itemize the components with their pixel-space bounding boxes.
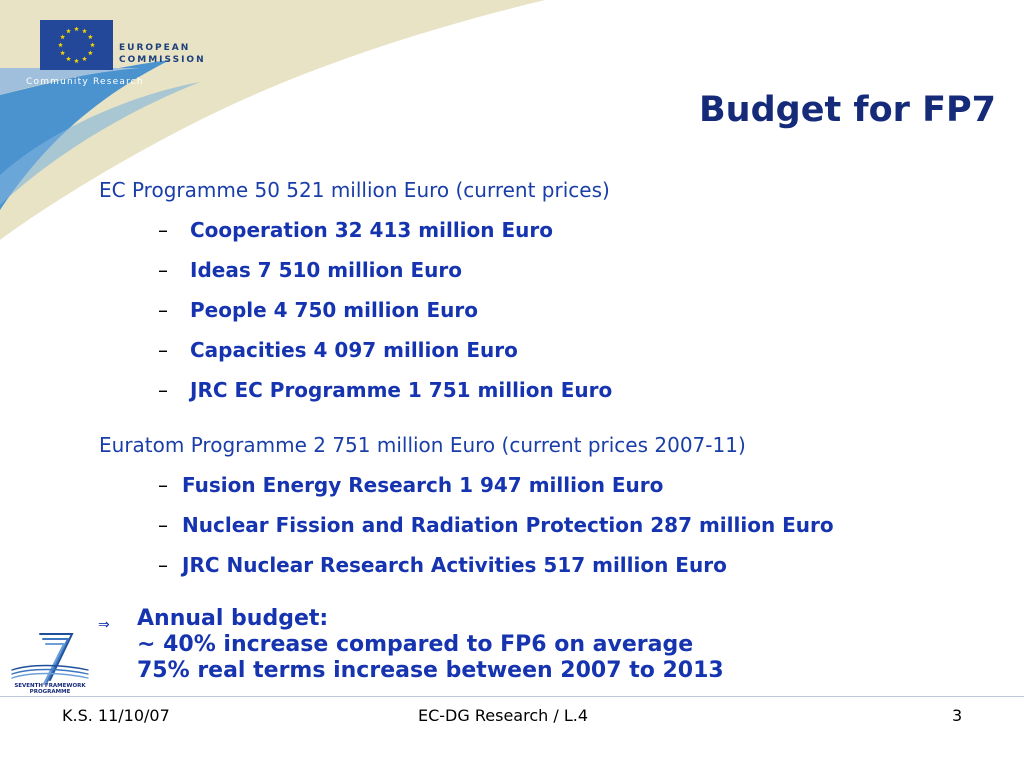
org-name-line2: COMMISSION <box>119 55 206 65</box>
org-name <box>119 42 239 66</box>
annual-budget-heading: Annual budget: <box>137 606 329 631</box>
list-item <box>158 553 727 577</box>
dash-bullet: – <box>158 378 168 402</box>
footer-author-date: K.S. 11/10/07 <box>62 706 170 725</box>
dash-bullet: – <box>158 258 168 282</box>
annual-budget-real-terms: 75% real terms increase between 2007 to 2013 <box>137 658 724 683</box>
euratom-programme-heading: Euratom Programme 2 751 million Euro (current prices 2007-11) <box>99 433 746 457</box>
dash-bullet: – <box>158 218 168 242</box>
implies-arrow-icon: ⇒ <box>98 617 110 633</box>
annual-budget-increase: ~ 40% increase compared to FP6 on average <box>137 632 694 657</box>
list-item <box>158 298 478 322</box>
ec-item-ideas: Ideas 7 510 million Euro <box>190 258 462 282</box>
fp7-caption-line2: PROGRAMME <box>29 689 71 695</box>
euratom-item-fusion: Fusion Energy Research 1 947 million Euro <box>182 473 664 497</box>
ec-item-jrc: JRC EC Programme 1 751 million Euro <box>190 378 613 402</box>
org-name-line1: EUROPEAN <box>119 43 191 53</box>
eu-flag-icon <box>40 20 113 70</box>
dash-bullet: – <box>158 298 168 322</box>
list-item <box>158 473 664 497</box>
dash-bullet: – <box>158 473 168 497</box>
slide-title: Budget for FP7 <box>699 90 996 130</box>
list-item <box>158 218 553 242</box>
dash-bullet: – <box>158 338 168 362</box>
fp7-caption-line1: SEVENTH FRAMEWORK <box>14 683 86 689</box>
ec-item-cooperation: Cooperation 32 413 million Euro <box>190 218 553 242</box>
list-item <box>158 378 613 402</box>
dash-bullet: – <box>158 513 168 537</box>
ec-programme-heading: EC Programme 50 521 million Euro (current prices) <box>99 178 610 202</box>
ec-item-people: People 4 750 million Euro <box>190 298 478 322</box>
list-item <box>158 258 462 282</box>
footer-divider <box>0 696 1024 697</box>
fp7-logo-caption <box>8 683 92 695</box>
list-item <box>158 513 834 537</box>
euratom-item-fission: Nuclear Fission and Radiation Protection 287 million Euro <box>182 513 834 537</box>
annual-budget-block <box>137 606 724 684</box>
community-research-label: Community Research <box>26 77 144 87</box>
footer-department: EC-DG Research / L.4 <box>418 706 588 725</box>
list-item <box>158 338 518 362</box>
euratom-item-jrc-nuclear: JRC Nuclear Research Activities 517 million Euro <box>182 553 727 577</box>
footer-page-number: 3 <box>952 706 963 725</box>
dash-bullet: – <box>158 553 168 577</box>
ec-item-capacities: Capacities 4 097 million Euro <box>190 338 518 362</box>
